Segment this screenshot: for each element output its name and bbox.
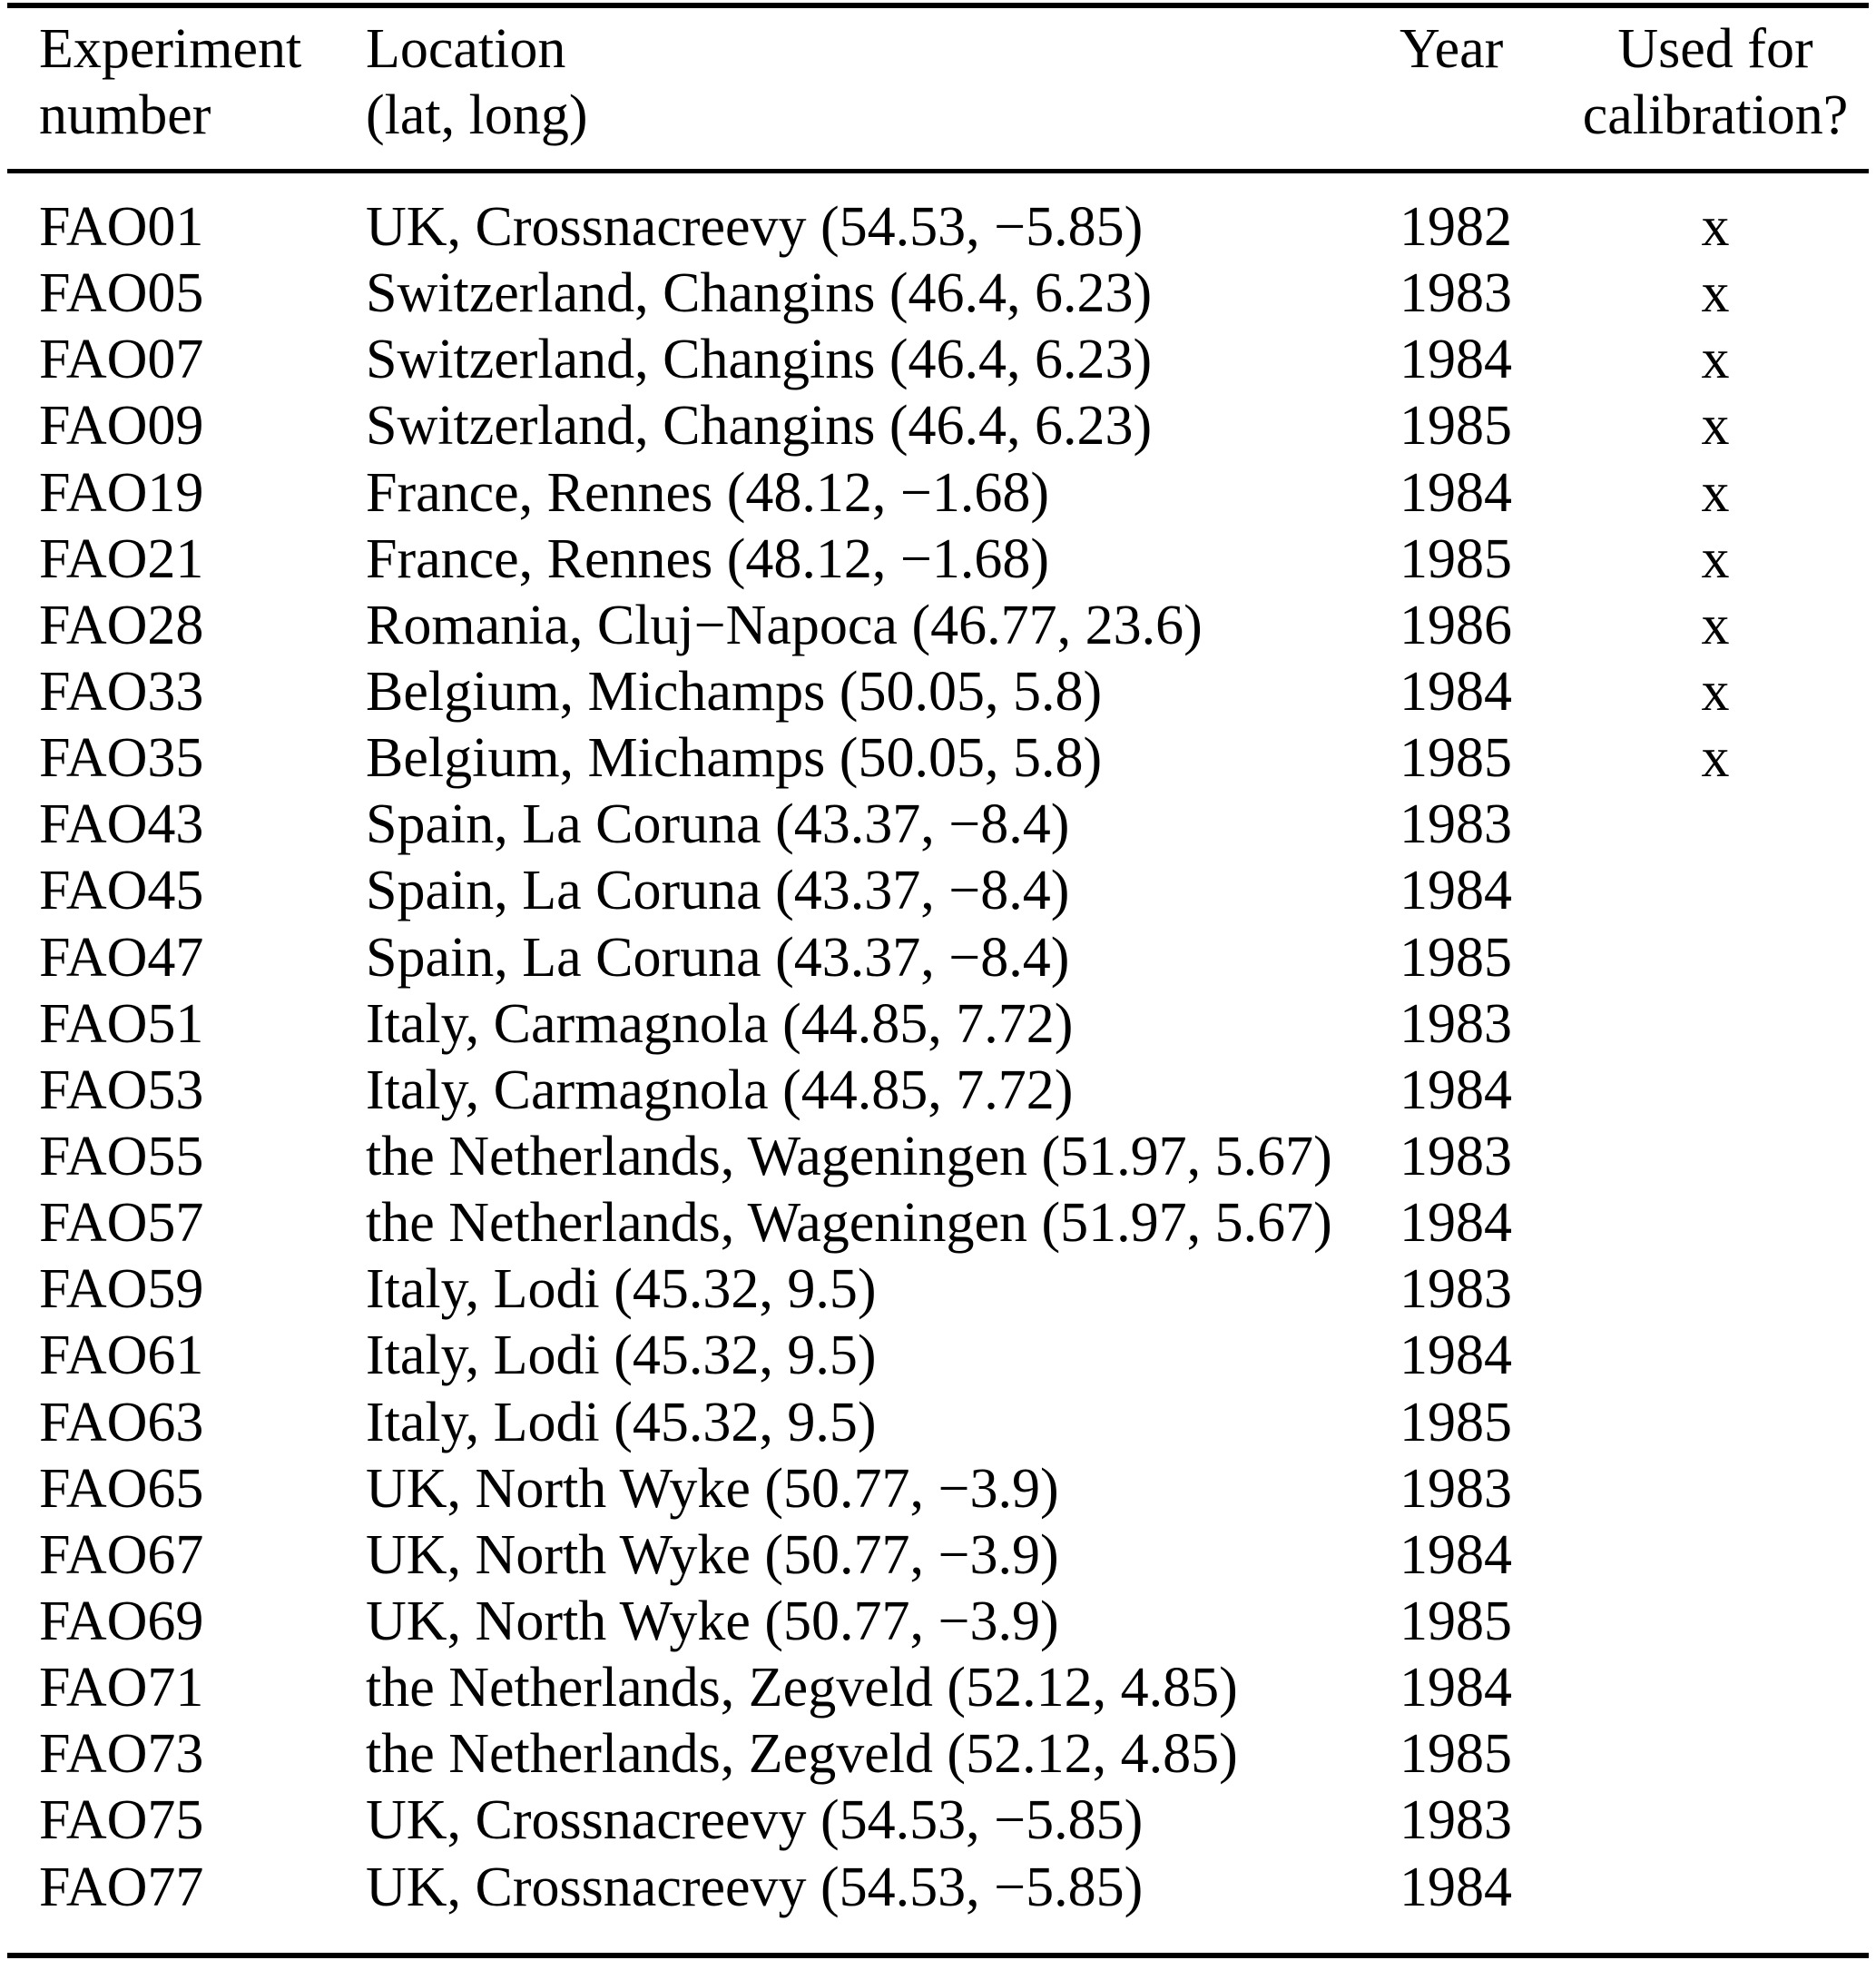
location-cell: UK, Crossnacreevy (54.53, −5.85) bbox=[366, 1789, 1144, 1852]
year-cell: 1982 bbox=[1400, 196, 1512, 258]
location-cell: Switzerland, Changins (46.4, 6.23) bbox=[366, 329, 1153, 391]
year-cell: 1985 bbox=[1400, 527, 1512, 590]
table-row bbox=[0, 194, 1876, 261]
calibration-x-marker: x bbox=[1701, 727, 1730, 790]
experiment-number-cell: FAO05 bbox=[39, 262, 204, 325]
location-cell: the Netherlands, Zegveld (52.12, 4.85) bbox=[366, 1723, 1238, 1786]
experiment-number-cell: FAO59 bbox=[39, 1258, 204, 1321]
location-cell: the Netherlands, Wageningen (51.97, 5.67) bbox=[366, 1192, 1332, 1255]
table-top-rule bbox=[7, 3, 1869, 8]
experiment-number-cell: FAO63 bbox=[39, 1391, 204, 1453]
location-cell: Italy, Lodi (45.32, 9.5) bbox=[366, 1391, 877, 1453]
location-cell: Italy, Carmagnola (44.85, 7.72) bbox=[366, 992, 1074, 1055]
year-cell: 1984 bbox=[1400, 1523, 1512, 1586]
column-header-experiment-number bbox=[39, 16, 301, 149]
calibration-x-marker: x bbox=[1701, 594, 1730, 656]
location-cell: France, Rennes (48.12, −1.68) bbox=[366, 527, 1049, 590]
year-cell: 1985 bbox=[1400, 926, 1512, 989]
location-cell: Italy, Lodi (45.32, 9.5) bbox=[366, 1325, 877, 1387]
table-row bbox=[0, 1655, 1876, 1721]
location-cell: UK, North Wyke (50.77, −3.9) bbox=[366, 1523, 1059, 1586]
year-cell: 1984 bbox=[1400, 1059, 1512, 1121]
table-row bbox=[0, 1788, 1876, 1854]
table-bottom-rule bbox=[7, 1953, 1869, 1958]
table-row bbox=[0, 725, 1876, 792]
experiment-number-cell: FAO67 bbox=[39, 1523, 204, 1586]
year-cell: 1985 bbox=[1400, 395, 1512, 458]
location-cell: UK, North Wyke (50.77, −3.9) bbox=[366, 1590, 1059, 1652]
table-row bbox=[0, 659, 1876, 725]
location-cell: Italy, Lodi (45.32, 9.5) bbox=[366, 1258, 877, 1321]
year-cell: 1985 bbox=[1400, 1723, 1512, 1786]
experiment-number-cell: FAO69 bbox=[39, 1590, 204, 1652]
location-cell: Belgium, Michamps (50.05, 5.8) bbox=[366, 660, 1103, 723]
location-cell: Switzerland, Changins (46.4, 6.23) bbox=[366, 262, 1153, 325]
experiment-number-cell: FAO35 bbox=[39, 727, 204, 790]
experiment-number-cell: FAO65 bbox=[39, 1457, 204, 1520]
calibration-x-marker: x bbox=[1701, 395, 1730, 458]
location-cell: Italy, Carmagnola (44.85, 7.72) bbox=[366, 1059, 1074, 1121]
table-row bbox=[0, 1390, 1876, 1456]
table-row bbox=[0, 460, 1876, 527]
experiment-number-cell: FAO73 bbox=[39, 1723, 204, 1786]
column-header-text: Experiment bbox=[39, 18, 302, 80]
year-cell: 1985 bbox=[1400, 1391, 1512, 1453]
experiment-number-cell: FAO09 bbox=[39, 395, 204, 458]
table-row bbox=[0, 1522, 1876, 1589]
table-row bbox=[0, 527, 1876, 593]
year-cell: 1983 bbox=[1400, 992, 1512, 1055]
location-cell: the Netherlands, Wageningen (51.97, 5.67) bbox=[366, 1125, 1332, 1187]
experiment-number-cell: FAO57 bbox=[39, 1192, 204, 1255]
year-cell: 1983 bbox=[1400, 1125, 1512, 1187]
table-row bbox=[0, 261, 1876, 327]
experiment-number-cell: FAO71 bbox=[39, 1657, 204, 1719]
table-row bbox=[0, 327, 1876, 393]
year-cell: 1986 bbox=[1400, 594, 1512, 656]
experiment-number-cell: FAO33 bbox=[39, 660, 204, 723]
year-cell: 1985 bbox=[1400, 1590, 1512, 1652]
year-cell: 1984 bbox=[1400, 461, 1512, 524]
experiment-number-cell: FAO01 bbox=[39, 196, 204, 258]
location-cell: Switzerland, Changins (46.4, 6.23) bbox=[366, 395, 1153, 458]
table-row bbox=[0, 1058, 1876, 1124]
calibration-x-marker: x bbox=[1701, 461, 1730, 524]
calibration-x-marker: x bbox=[1701, 329, 1730, 391]
year-cell: 1984 bbox=[1400, 1325, 1512, 1387]
experiment-number-cell: FAO21 bbox=[39, 527, 204, 590]
experiment-number-cell: FAO43 bbox=[39, 793, 204, 856]
location-cell: UK, Crossnacreevy (54.53, −5.85) bbox=[366, 196, 1144, 258]
experiment-number-cell: FAO07 bbox=[39, 329, 204, 391]
year-cell: 1984 bbox=[1400, 1192, 1512, 1255]
experiment-number-cell: FAO28 bbox=[39, 594, 204, 656]
table-header-rule bbox=[7, 169, 1869, 173]
table-row bbox=[0, 1124, 1876, 1190]
location-cell: Romania, Cluj−Napoca (46.77, 23.6) bbox=[366, 594, 1203, 656]
calibration-x-marker: x bbox=[1701, 660, 1730, 723]
column-header-text: number bbox=[39, 84, 211, 146]
experiment-number-cell: FAO55 bbox=[39, 1125, 204, 1187]
column-header-year bbox=[1400, 16, 1503, 83]
year-cell: 1983 bbox=[1400, 262, 1512, 325]
table-row bbox=[0, 1855, 1876, 1921]
experiment-number-cell: FAO75 bbox=[39, 1789, 204, 1852]
experiment-number-cell: FAO77 bbox=[39, 1856, 204, 1918]
table-body bbox=[0, 194, 1876, 1921]
experiment-number-cell: FAO45 bbox=[39, 860, 204, 922]
table-row bbox=[0, 1589, 1876, 1655]
location-cell: the Netherlands, Zegveld (52.12, 4.85) bbox=[366, 1657, 1238, 1719]
location-cell: Spain, La Coruna (43.37, −8.4) bbox=[366, 926, 1070, 989]
calibration-x-marker: x bbox=[1701, 196, 1730, 258]
table-row bbox=[0, 1256, 1876, 1323]
year-cell: 1984 bbox=[1400, 329, 1512, 391]
calibration-x-marker: x bbox=[1701, 262, 1730, 325]
column-header-text: Used for bbox=[1617, 18, 1813, 80]
location-cell: UK, North Wyke (50.77, −3.9) bbox=[366, 1457, 1059, 1520]
year-cell: 1984 bbox=[1400, 1856, 1512, 1918]
experiment-number-cell: FAO53 bbox=[39, 1059, 204, 1121]
table-row bbox=[0, 1190, 1876, 1256]
experiment-number-cell: FAO61 bbox=[39, 1325, 204, 1387]
calibration-x-marker: x bbox=[1701, 527, 1730, 590]
experiment-number-cell: FAO19 bbox=[39, 461, 204, 524]
experiment-number-cell: FAO51 bbox=[39, 992, 204, 1055]
table-row bbox=[0, 593, 1876, 659]
year-cell: 1984 bbox=[1400, 860, 1512, 922]
table-row bbox=[0, 858, 1876, 924]
year-cell: 1983 bbox=[1400, 1457, 1512, 1520]
table-row bbox=[0, 991, 1876, 1058]
table-row bbox=[0, 792, 1876, 858]
column-header-text: Year bbox=[1400, 18, 1504, 80]
location-cell: UK, Crossnacreevy (54.53, −5.85) bbox=[366, 1856, 1144, 1918]
column-header-location bbox=[366, 16, 588, 149]
table-row bbox=[0, 925, 1876, 991]
experiment-number-cell: FAO47 bbox=[39, 926, 204, 989]
location-cell: France, Rennes (48.12, −1.68) bbox=[366, 461, 1049, 524]
column-header-text: (lat, long) bbox=[366, 84, 588, 146]
year-cell: 1985 bbox=[1400, 727, 1512, 790]
year-cell: 1984 bbox=[1400, 660, 1512, 723]
table-row bbox=[0, 393, 1876, 459]
year-cell: 1983 bbox=[1400, 793, 1512, 856]
location-cell: Spain, La Coruna (43.37, −8.4) bbox=[366, 860, 1070, 922]
location-cell: Belgium, Michamps (50.05, 5.8) bbox=[366, 727, 1103, 790]
column-header-text: calibration? bbox=[1582, 84, 1849, 146]
column-header-text: Location bbox=[366, 18, 566, 80]
table-row bbox=[0, 1323, 1876, 1389]
year-cell: 1983 bbox=[1400, 1789, 1512, 1852]
location-cell: Spain, La Coruna (43.37, −8.4) bbox=[366, 793, 1070, 856]
year-cell: 1984 bbox=[1400, 1657, 1512, 1719]
table-row bbox=[0, 1456, 1876, 1522]
table-row bbox=[0, 1721, 1876, 1788]
year-cell: 1983 bbox=[1400, 1258, 1512, 1321]
column-header-used-for-calibration bbox=[1543, 16, 1876, 149]
